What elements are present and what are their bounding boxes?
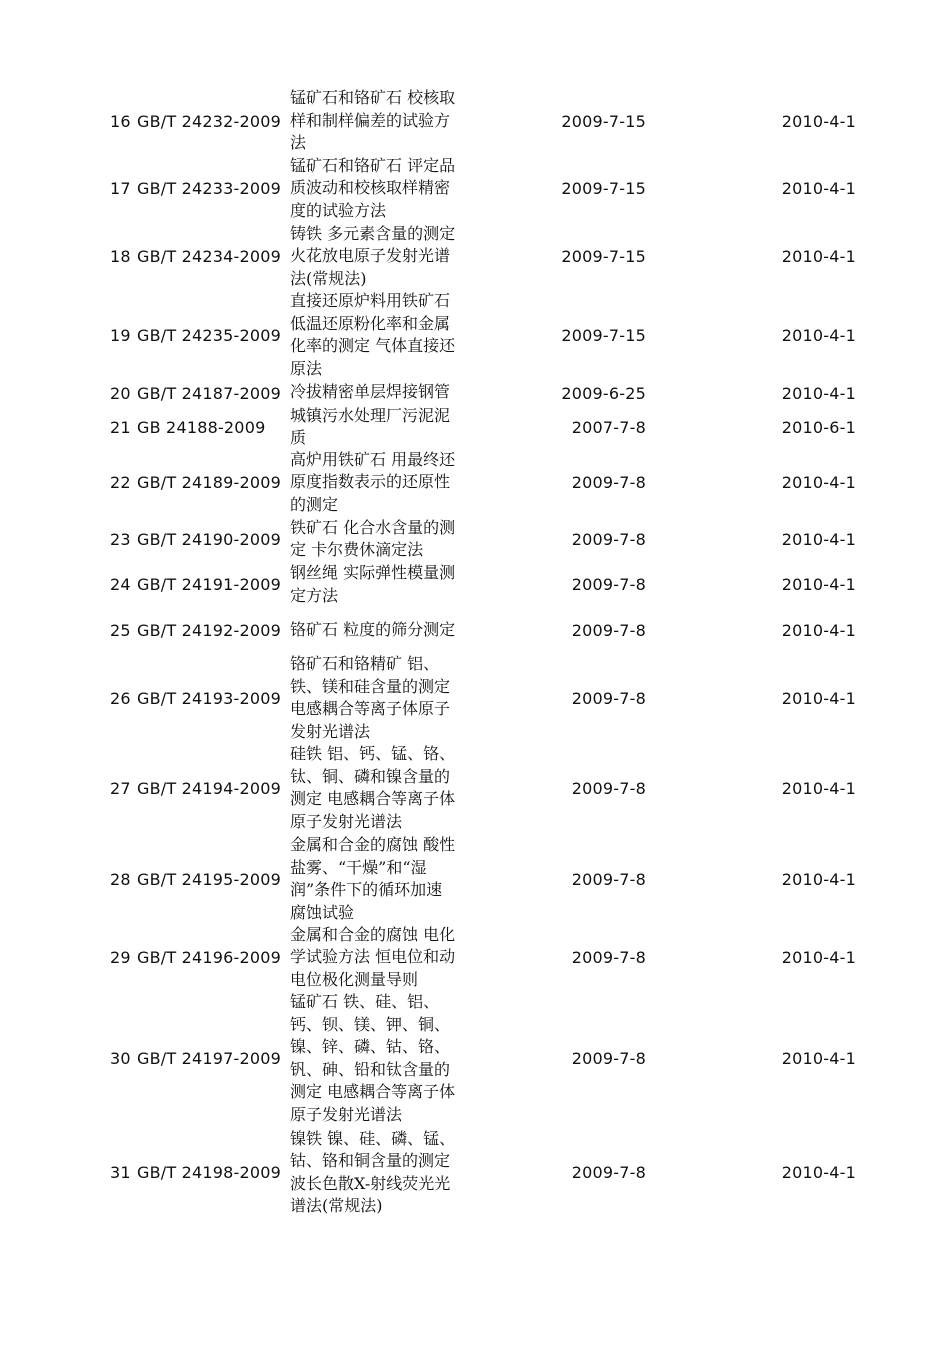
publish-date: 2009-7-8 bbox=[571, 473, 646, 492]
standard-title: 锰矿石和铬矿石 评定品质波动和校核取样精密度的试验方法 bbox=[290, 155, 456, 220]
publish-date: 2009-7-8 bbox=[571, 778, 646, 798]
standard-title: 铸铁 多元素含量的测定 火花放电原子发射光谱法(常规法) bbox=[290, 223, 456, 288]
standard-code: GB/T 24197-2009 bbox=[137, 1049, 282, 1068]
publish-date: 2009-7-8 bbox=[571, 1049, 646, 1068]
table-row bbox=[0, 991, 950, 1126]
standard-code: GB/T 24191-2009 bbox=[137, 575, 282, 594]
standard-code: GB 24188-2009 bbox=[137, 417, 266, 437]
table-row bbox=[0, 743, 950, 833]
table-row bbox=[0, 562, 950, 607]
table-row bbox=[0, 449, 950, 516]
standard-title: 硅铁 铝、钙、锰、铬、钛、铜、磷和镍含量的测定 电感耦合等离子体原子发射光谱法 bbox=[290, 744, 456, 831]
standard-title: 镍铁 镍、硅、磷、锰、钴、铬和铜含量的测定 波长色散X-射线荧光光谱法(常规法) bbox=[290, 1128, 456, 1215]
standard-title: 冷拔精密单层焊接钢管 bbox=[290, 382, 451, 401]
row-number: 28 bbox=[110, 869, 131, 889]
table-row bbox=[0, 223, 950, 290]
publish-date: 2009-7-8 bbox=[571, 688, 646, 708]
standard-title: 金属和合金的腐蚀 酸性盐雾、“干燥”和“湿润”条件下的循环加速腐蚀试验 bbox=[290, 835, 456, 922]
standard-code: GB/T 24198-2009 bbox=[137, 1163, 282, 1182]
implement-date: 2010-4-1 bbox=[781, 1049, 856, 1068]
implement-date: 2010-4-1 bbox=[781, 383, 856, 403]
standard-code: GB/T 24190-2009 bbox=[137, 529, 282, 549]
table-row bbox=[0, 88, 950, 154]
standard-title: 锰矿石和铬矿石 校核取样和制样偏差的试验方法 bbox=[290, 88, 456, 153]
row-number: 16 bbox=[110, 111, 131, 131]
standard-code: GB/T 24232-2009 bbox=[137, 111, 282, 131]
table-row bbox=[0, 405, 950, 449]
table-row bbox=[0, 290, 950, 380]
publish-date: 2009-7-8 bbox=[571, 575, 646, 594]
row-number: 23 bbox=[110, 529, 131, 549]
implement-date: 2010-4-1 bbox=[781, 778, 856, 798]
publish-date: 2009-7-8 bbox=[571, 1163, 646, 1182]
row-number: 22 bbox=[110, 473, 131, 492]
implement-date: 2010-4-1 bbox=[781, 111, 856, 131]
row-number: 26 bbox=[110, 688, 131, 708]
publish-date: 2009-7-15 bbox=[561, 325, 646, 345]
publish-date: 2009-7-8 bbox=[571, 948, 646, 967]
row-number: 27 bbox=[110, 778, 131, 798]
table-row bbox=[0, 155, 950, 222]
implement-date: 2010-4-1 bbox=[781, 948, 856, 967]
standard-title: 铬矿石和铬精矿 铝、铁、镁和硅含量的测定 电感耦合等离子体原子发射光谱法 bbox=[290, 654, 451, 741]
standard-title: 铁矿石 化合水含量的测定 卡尔费休滴定法 bbox=[290, 517, 456, 559]
standard-title: 钢丝绳 实际弹性模量测定方法 bbox=[290, 563, 456, 605]
standard-title: 金属和合金的腐蚀 电化学试验方法 恒电位和动电位极化测量导则 bbox=[290, 924, 456, 989]
standard-code: GB/T 24234-2009 bbox=[137, 247, 282, 266]
table-row bbox=[0, 381, 950, 405]
standard-code: GB/T 24195-2009 bbox=[137, 869, 282, 889]
standard-title: 城镇污水处理厂污泥泥质 bbox=[290, 405, 451, 447]
standard-code: GB/T 24235-2009 bbox=[137, 325, 282, 345]
row-number: 25 bbox=[110, 620, 131, 640]
table-row bbox=[0, 1127, 950, 1218]
row-number: 21 bbox=[110, 417, 131, 437]
row-number: 24 bbox=[110, 575, 131, 594]
row-number: 30 bbox=[110, 1049, 131, 1068]
publish-date: 2009-7-15 bbox=[561, 179, 646, 198]
publish-date: 2009-7-15 bbox=[561, 247, 646, 266]
table-row bbox=[0, 516, 950, 562]
publish-date: 2007-7-8 bbox=[571, 417, 646, 437]
implement-date: 2010-4-1 bbox=[781, 529, 856, 549]
row-number: 29 bbox=[110, 948, 131, 967]
publish-date: 2009-7-15 bbox=[561, 111, 646, 131]
implement-date: 2010-4-1 bbox=[781, 247, 856, 266]
implement-date: 2010-4-1 bbox=[781, 688, 856, 708]
standard-code: GB/T 24189-2009 bbox=[137, 473, 282, 492]
implement-date: 2010-4-1 bbox=[781, 325, 856, 345]
standard-title: 锰矿石 铁、硅、铝、钙、钡、镁、钾、铜、镍、锌、磷、钴、铬、钒、砷、铅和钛含量的测定 电感耦合等离子体原子发射光谱法 bbox=[290, 992, 456, 1124]
publish-date: 2009-7-8 bbox=[571, 869, 646, 889]
implement-date: 2010-4-1 bbox=[781, 869, 856, 889]
implement-date: 2010-4-1 bbox=[781, 620, 856, 640]
row-number: 18 bbox=[110, 247, 131, 266]
row-number: 20 bbox=[110, 383, 131, 403]
table-row bbox=[0, 653, 950, 743]
standard-code: GB/T 24196-2009 bbox=[137, 948, 282, 967]
row-number: 19 bbox=[110, 325, 131, 345]
standard-code: GB/T 24193-2009 bbox=[137, 688, 282, 708]
standard-code: GB/T 24233-2009 bbox=[137, 179, 282, 198]
implement-date: 2010-4-1 bbox=[781, 179, 856, 198]
standard-code: GB/T 24194-2009 bbox=[137, 778, 282, 798]
standard-title: 高炉用铁矿石 用最终还原度指数表示的还原性的测定 bbox=[290, 449, 456, 514]
standard-code: GB/T 24187-2009 bbox=[137, 383, 282, 403]
publish-date: 2009-7-8 bbox=[571, 529, 646, 549]
publish-date: 2009-6-25 bbox=[561, 383, 646, 403]
standard-title: 铬矿石 粒度的筛分测定 bbox=[290, 619, 456, 639]
row-number: 31 bbox=[110, 1163, 131, 1182]
implement-date: 2010-4-1 bbox=[781, 1163, 856, 1182]
standard-title: 直接还原炉料用铁矿石 低温还原粉化率和金属化率的测定 气体直接还原法 bbox=[290, 291, 456, 378]
implement-date: 2010-4-1 bbox=[781, 473, 856, 492]
table-row bbox=[0, 834, 950, 924]
row-number: 17 bbox=[110, 179, 131, 198]
publish-date: 2009-7-8 bbox=[571, 620, 646, 640]
implement-date: 2010-6-1 bbox=[781, 417, 856, 437]
table-row bbox=[0, 924, 950, 991]
implement-date: 2010-4-1 bbox=[781, 575, 856, 594]
table-row bbox=[0, 607, 950, 653]
standard-code: GB/T 24192-2009 bbox=[137, 620, 282, 640]
